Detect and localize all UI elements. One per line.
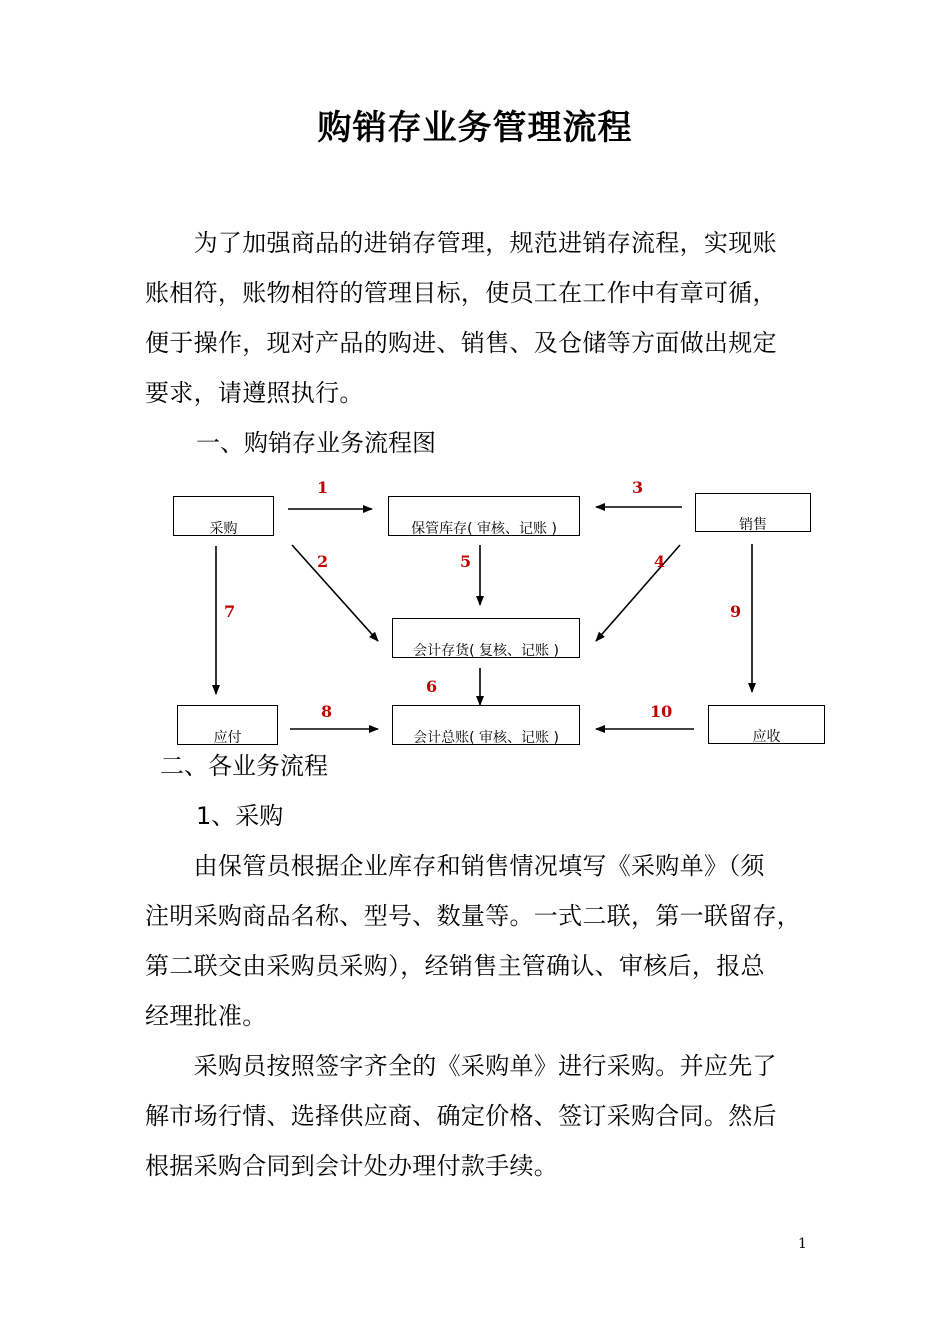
box-payable bbox=[177, 705, 278, 745]
step-number-9: 9 bbox=[730, 602, 742, 621]
page-title: 购销存业务管理流程 bbox=[317, 108, 633, 148]
intro-line: 账相符，账物相符的管理目标，使员工在工作中有章可循， bbox=[145, 279, 777, 307]
box-inventory-accounting bbox=[392, 618, 580, 658]
box-inventory-accounting-label: 会计存货( 复核、记账 ) bbox=[413, 643, 559, 659]
purchase-paragraph-2 bbox=[145, 1041, 815, 1191]
purchase-paragraph-1 bbox=[145, 841, 815, 1041]
box-general-ledger-label: 会计总账( 审核、记账 ) bbox=[413, 730, 559, 746]
paragraph-line: 由保管员根据企业库存和销售情况填写《采购单》（须 bbox=[145, 852, 765, 880]
step-number-2: 2 bbox=[317, 552, 329, 571]
paragraph-line: 解市场行情、选择供应商、确定价格、签订采购合同。然后 bbox=[145, 1102, 777, 1130]
box-receivable bbox=[708, 705, 825, 744]
box-payable-label: 应付 bbox=[213, 730, 242, 746]
paragraph-line: 经理批准。 bbox=[145, 1002, 267, 1030]
step-number-4: 4 bbox=[654, 552, 666, 571]
box-sales bbox=[695, 493, 811, 532]
step-number-1: 1 bbox=[317, 478, 329, 497]
box-general-ledger bbox=[392, 705, 580, 745]
box-warehouse bbox=[388, 496, 580, 536]
intro-line: 为了加强商品的进销存管理，规范进销存流程，实现账 bbox=[145, 229, 777, 257]
paragraph-line: 第二联交由采购员采购），经销售主管确认、审核后，报总 bbox=[145, 952, 765, 980]
section-heading-2: 二、各业务流程 bbox=[160, 752, 328, 780]
intro-line: 要求，请遵照执行。 bbox=[145, 379, 364, 407]
box-sales-label: 销售 bbox=[739, 517, 767, 533]
box-purchase-label: 采购 bbox=[209, 521, 238, 537]
paragraph-line: 注明采购商品名称、型号、数量等。一式二联，第一联留存， bbox=[145, 902, 802, 930]
arrow-2 bbox=[292, 545, 378, 641]
paragraph-line: 采购员按照签字齐全的《采购单》进行采购。并应先了 bbox=[145, 1052, 777, 1080]
step-number-3: 3 bbox=[632, 478, 644, 497]
box-purchase bbox=[173, 496, 274, 536]
step-number-7: 7 bbox=[224, 602, 236, 621]
paragraph-line: 根据采购合同到会计处办理付款手续。 bbox=[145, 1152, 559, 1180]
step-number-8: 8 bbox=[321, 702, 333, 721]
section-heading-1: 一、购销存业务流程图 bbox=[196, 429, 436, 457]
step-number-5: 5 bbox=[460, 552, 472, 571]
box-receivable-label: 应收 bbox=[752, 729, 781, 745]
arrow-4 bbox=[596, 545, 680, 641]
page-number: 1 bbox=[798, 1236, 807, 1252]
step-number-10: 10 bbox=[650, 702, 673, 721]
box-warehouse-label: 保管库存( 审核、记账 ) bbox=[411, 521, 557, 537]
subsection-heading-purchase: 1、采购 bbox=[196, 802, 284, 830]
intro-line: 便于操作，现对产品的购进、销售、及仓储等方面做出规定 bbox=[145, 329, 777, 357]
step-number-6: 6 bbox=[426, 677, 438, 696]
